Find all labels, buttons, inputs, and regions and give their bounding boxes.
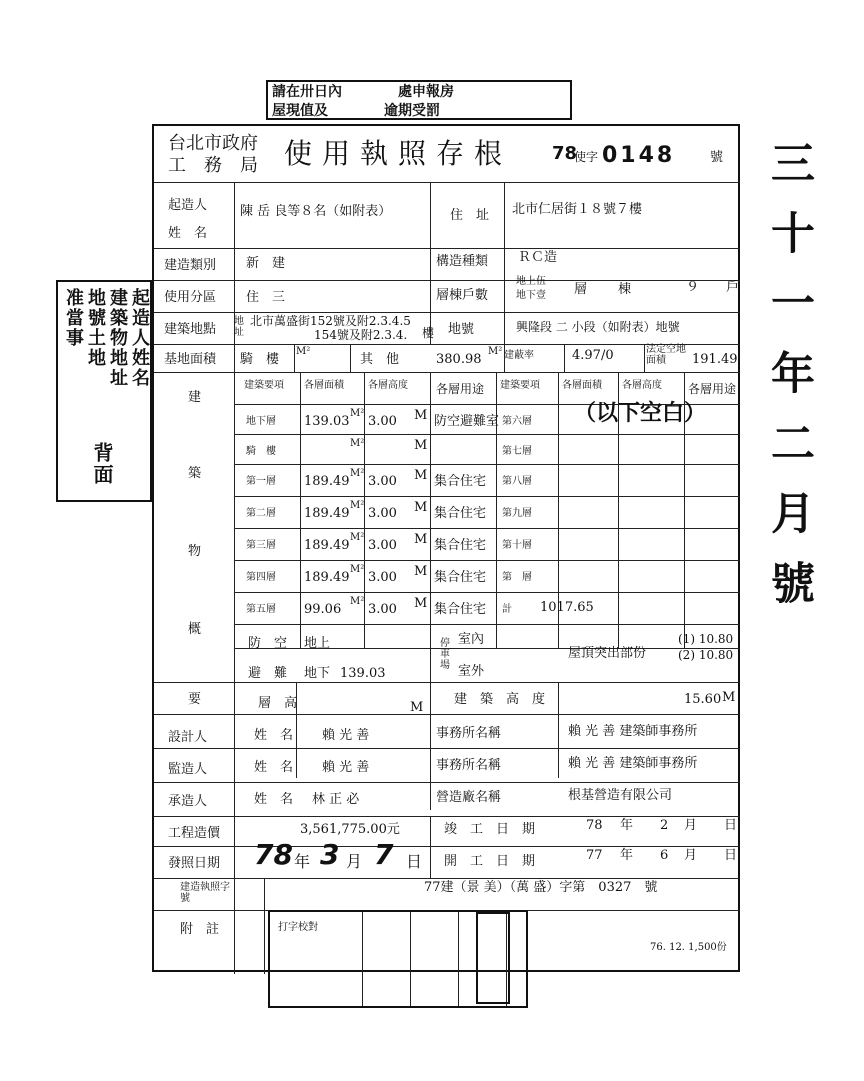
other-value: 380.98 [436,352,482,367]
floor-name-right: 第十層 [502,540,532,551]
blank-note: （以下空白） [574,401,707,426]
complete-year: 78 [586,818,603,833]
side-text-address: 建築物地址 [107,288,128,388]
supervisor-name: 賴 光 善 [322,760,370,775]
shelter-up: 地上 [304,636,331,651]
designer-office-label: 事務所名稱 [436,726,502,741]
typing-label: 打字校對 [278,922,318,933]
bldg-height-unit: M [722,690,736,705]
issue-year: 78 [254,838,293,871]
roof-value-2: (2) 10.80 [678,648,734,662]
floor-name-right: 第九層 [502,508,532,519]
builder-label2: 姓 名 [168,226,208,241]
floor-area-left: 189.49 [304,538,350,553]
parking-out: 室外 [458,664,485,679]
start-label: 開 工 日 期 [444,854,536,869]
floor-height-unit: M [414,532,428,547]
structure-label: 構造種類 [436,254,489,269]
right-margin-handwriting: 三十一年二月號 [763,140,814,630]
designer-office: 賴 光 善 建築師事務所 [568,724,698,739]
start-year: 77 [586,848,603,863]
roof-value-1: (1) 10.80 [678,632,734,646]
supervisor-name-label: 姓 名 [254,760,294,775]
hdr-item-left: 建築要項 [244,380,284,391]
floor-name-right: 計 [502,604,512,615]
floor-height-left: 3.00 [368,474,397,489]
structure-value: ＲＣ造 [518,250,558,265]
floors-unit-household: 戶 [726,280,740,295]
hdr-item-right: 建築要項 [500,380,540,391]
designer-name-label: 姓 名 [254,728,294,743]
site-floor: 樓 [422,326,435,340]
floor-name-left: 騎 樓 [246,446,276,457]
floor-name-right: 第八層 [502,476,532,487]
floors-unit-bldg: 棟 [618,282,632,297]
floor-height-left: 3.00 [368,570,397,585]
issue-day-unit: 日 [406,852,423,871]
permit-form [152,124,740,972]
floor-area-left: 189.49 [304,506,350,521]
floor-area-unit: M² [350,500,365,511]
type-value: 新 建 [246,256,286,271]
floor-height-unit: M [414,500,428,515]
floor-name-left: 第四層 [246,572,276,583]
builder-label1: 起造人 [168,198,208,213]
address-value: 北市仁居街１８號７樓 [512,202,643,217]
floor-height-unit: M [414,468,428,483]
floor-height-unit: M [414,596,428,611]
shelter-down-value: 139.03 [340,666,386,681]
floor-height-left: 3.00 [368,538,397,553]
total-area: 1017.65 [540,600,594,615]
contractor-name: 林 正 必 [312,792,360,807]
official-seal [476,912,510,1004]
floor-height-left: 3.00 [368,602,397,617]
site-sub: 地址 [234,316,244,338]
floor-name-left: 地下層 [246,416,276,427]
builder-value: 陳 岳 良等８名（如附表） [240,204,392,219]
hdr-area-right: 各層面積 [562,380,602,391]
floor-area-left: 189.49 [304,570,350,585]
floor-use-left: 集合住宅 [434,538,487,553]
permit-hao: 號 [710,150,724,165]
parking-label: 停車場 [440,638,450,671]
coverage-value: 4.97/0 [572,348,614,363]
permit-char: 使字 [574,150,599,164]
floor-height-unit: M [414,408,428,423]
type-label: 建造類別 [164,258,217,273]
permit-value: 77建（景 美）（萬 盛）字第 0327 號 [424,880,658,895]
floors-up: 地上伍 [516,276,546,287]
floor-height-left: 3.00 [368,414,397,429]
hdr-height-left: 各層高度 [368,380,408,391]
zone-label: 使用分區 [164,290,217,305]
floors-unit-layer: 層 [574,282,588,297]
bldg-height-label: 建 築 高 度 [454,692,546,707]
site-value-1: 北市萬盛街152號及附2.3.4.5 [250,314,411,328]
issue-month-unit: 月 [346,852,363,871]
supervisor-office-label: 事務所名稱 [436,758,502,773]
floor-area-unit: M² [350,564,365,575]
complete-month: 2 [660,818,669,833]
side-annotation-box [56,280,152,502]
hdr-height-right: 各層高度 [622,380,662,391]
address-label: 住 址 [450,208,490,223]
floors-label: 層棟戶數 [436,288,489,303]
open-label: 法定空地面積 [646,344,686,366]
start-month: 6 [660,848,669,863]
roof-label: 屋頂突出部份 [568,646,647,661]
side-char-3: 物 [188,544,202,559]
floor-area-unit: M² [350,408,365,419]
floor-height-label: 層 高 [258,696,298,711]
page-title: 使用執照存根 [284,137,513,170]
floor-area-unit: M² [350,532,365,543]
open-value: 191.49 [692,352,738,367]
floor-area-unit: M² [350,596,365,607]
print-note: 76. 12. 1,500份 [650,942,727,953]
side-char-2: 築 [188,466,202,481]
supervisor-label: 監造人 [168,762,208,777]
floor-height-unit: M [410,700,424,715]
complete-year-unit: 年 [620,818,634,833]
shelter-label2: 避 難 [248,666,288,681]
coverage-label: 建蔽率 [504,350,534,361]
permit-year: 78 [552,143,578,164]
issue-year-unit: 年 [294,852,311,871]
floor-use-left: 集合住宅 [434,474,487,489]
designer-label: 設計人 [168,730,208,745]
arcade-label: 騎 樓 [240,352,280,367]
issue-day: 7 [374,838,394,871]
floor-height-unit: M [414,438,428,453]
hdr-use-left: 各層用途 [436,382,485,396]
lot-value: 興隆段 二 小段（如附表）地號 [516,320,680,334]
side-text-back: 背面 [90,442,114,486]
cost-value: 3,561,775.00元 [300,822,400,837]
floor-area-left: 189.49 [304,474,350,489]
floor-name-left: 第五層 [246,604,276,615]
contractor-name-label: 姓 名 [254,792,294,807]
start-month-unit: 月 [684,848,698,863]
authority-line1: 台北市政府 [168,133,258,154]
floor-name-left: 第二層 [246,508,276,519]
floor-name-left: 第一層 [246,476,276,487]
base-label: 基地面積 [164,352,217,367]
floor-area-unit: M² [350,438,365,449]
hdr-use-right: 各層用途 [688,382,737,396]
side-text-builder: 起造人姓名 [129,288,150,388]
note-label: 附 註 [180,922,220,937]
floor-height-left: 3.00 [368,506,397,521]
side-text-lot: 地號土地 [85,288,106,368]
side-char-1: 建 [188,390,202,405]
issue-month: 3 [320,838,340,871]
other-unit: M² [488,346,503,357]
floor-name-right: 第六層 [502,416,532,427]
floor-use-left: 集合住宅 [434,506,487,521]
site-value-2: 154號及附2.3.4. [314,328,408,342]
floor-use-left: 集合住宅 [434,570,487,585]
households-count: ９ [686,280,700,295]
floor-name-left: 第三層 [246,540,276,551]
shelter-down: 地下 [304,666,331,681]
parking-in: 室內 [458,632,485,647]
shelter-label: 防 空 [248,636,288,651]
side-text-approve: 准當事 [63,288,84,348]
hdr-area-left: 各層面積 [304,380,344,391]
bldg-height-value: 15.60 [684,692,722,707]
complete-day-unit: 日 [724,818,738,833]
floor-name-right: 第 層 [502,572,532,583]
start-day-unit: 日 [724,848,738,863]
side-char-5: 要 [188,692,202,707]
floor-height-unit: M [414,564,428,579]
side-char-4: 概 [188,622,202,637]
authority-line2: 工 務 局 [168,155,258,176]
issue-label: 發照日期 [168,856,221,871]
penalty-notice-stamp: 請在卅日內 處申報房 屋現值及 逾期受罰 [266,80,572,120]
supervisor-office: 賴 光 善 建築師事務所 [568,756,698,771]
permit-label: 建造執照字號 [180,882,230,904]
zone-value: 住 三 [246,290,286,305]
floor-use-left: 集合住宅 [434,602,487,617]
complete-month-unit: 月 [684,818,698,833]
cost-label: 工程造價 [168,826,221,841]
permit-number: 0148 [602,143,676,168]
company-value: 根基營造有限公司 [568,788,673,803]
floor-use-left: 防空避難室 [434,414,500,429]
floor-area-left: 139.03 [304,414,350,429]
floor-area-unit: M² [350,468,365,479]
start-year-unit: 年 [620,848,634,863]
contractor-label: 承造人 [168,794,208,809]
floor-name-right: 第七層 [502,446,532,457]
floors-down: 地下壹 [516,290,546,301]
site-label: 建築地點 [164,322,217,337]
lot-label: 地號 [448,322,475,337]
other-label: 其 他 [360,352,400,367]
floor-area-left: 99.06 [304,602,342,617]
company-label: 營造廠名稱 [436,790,502,805]
arcade-unit: M² [296,346,311,357]
designer-name: 賴 光 善 [322,728,370,743]
complete-label: 竣 工 日 期 [444,822,536,837]
